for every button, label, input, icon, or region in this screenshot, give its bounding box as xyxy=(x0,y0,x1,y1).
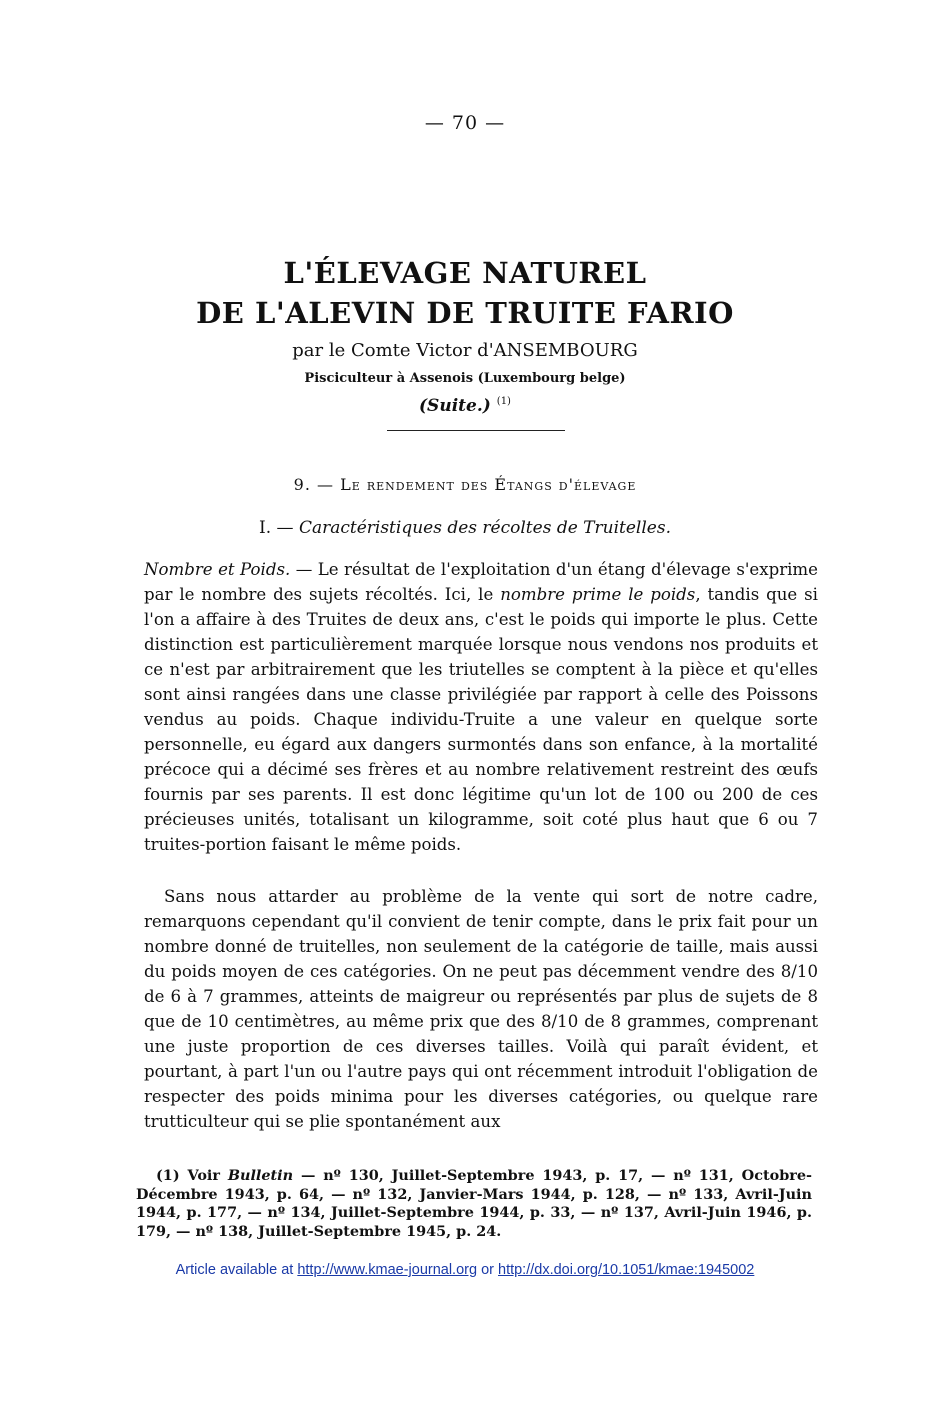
footnote xyxy=(136,1167,812,1241)
paragraph-emphasis: nombre prime le poids xyxy=(500,585,696,604)
footer-middle: or xyxy=(477,1262,498,1278)
footnote-text: — nº 130, Juillet-Septembre 1943, p. 17, — nº 131, Octobre-Décembre 1943, p. 64, — nº 132, Janvier-Mars 1944, p. 128, — nº 133, Avril-Juin 1944, p. 177, — nº 134, Juillet-Septembre 1944, p. 33, — nº 137, Avril-Juin 1946, p. 179, — nº 138, Juillet-Septembre 1945, p. 24. xyxy=(136,1167,812,1240)
body-paragraph-2: Sans nous attarder au problème de la vente qui sort de notre cadre, remarquons cependant qu'il convient de tenir compte, dans le prix fait pour un nombre donné de truitelles, non seulement de la catégorie de taille, mais aussi du poids moyen de ces catégories. On ne peut pas décemment vendre des 8/10 de 6 à 7 grammes, atteints de maigreur ou représentés par plus de sujets de 8 que de 10 centimètres, au même prix que des 8/10 de 8 grammes, comprenant une juste proportion de ces diverses tailles. Voilà qui paraît évident, et pourtant, à part l'un ou l'autre pays qui ont récemment introduit l'obligation de respecter des poids minima pour les diverses catégories, ou quelque rare trutticulteur qui se plie spontanément aux xyxy=(144,887,818,1131)
continuation-note xyxy=(0,396,930,416)
subsection-heading xyxy=(0,518,930,538)
paragraph-lead: Nombre et Poids. xyxy=(144,560,291,579)
subsection-number: I. — xyxy=(259,518,294,538)
article-title-line-2: DE L'ALEVIN DE TRUITE FARIO xyxy=(196,296,734,330)
doi-link[interactable]: http://dx.doi.org/10.1051/kmae:1945002 xyxy=(498,1262,755,1278)
section-heading: 9. — Le rendement des Étangs d'élevage xyxy=(293,475,637,494)
footnote-ref: (1) xyxy=(496,396,511,408)
article-title-line-1: L'ÉLEVAGE NATUREL xyxy=(283,256,647,290)
subsection-title: Caractéristiques des récoltes de Truitelles. xyxy=(298,518,671,538)
footer-prefix: Article available at xyxy=(175,1262,298,1278)
footnote-lead: (1) Voir xyxy=(156,1167,228,1184)
body-paragraph-1 xyxy=(144,557,818,857)
article-availability-footer xyxy=(0,1262,930,1278)
title-divider xyxy=(387,430,565,431)
paragraph-text-a: — Le résultat de l'exploitation d'un étang d'élevage s'exprime par le nombre des sujets récoltés. Ici, le xyxy=(144,560,818,604)
page-number: — 70 — xyxy=(424,112,506,134)
paragraph-text-b: , tandis que si l'on a affaire à des Truites de deux ans, c'est le poids qui importe le plus. Cette distinction est particulièrement marquée lorsque nous vendons nos produits et ce n'est par arbitrairement que les triutelles se comptent à la pièce et qu'elles sont ainsi rangées dans une classe privilégiée par rapport à celle des Poissons vendus au poids. Chaque individu-Truite a une valeur en quelque sorte personnelle, eu égard aux dangers surmontés dans son enfance, à la mortalité précoce qui a décimé ses frères et au nombre relativement restreint des œufs fournis par ses parents. Il est donc légitime qu'un lot de 100 ou 200 de ces précieuses unités, totalisant un kilogramme, soit coté plus haut que 6 ou 7 truites-portion faisant le même poids. xyxy=(144,585,818,854)
author-byline: par le Comte Victor d'ANSEMBOURG xyxy=(292,340,638,361)
footnote-journal: Bulletin xyxy=(227,1167,294,1184)
journal-link[interactable]: http://www.kmae-journal.org xyxy=(297,1262,478,1278)
author-affiliation: Pisciculteur à Assenois (Luxembourg belge) xyxy=(304,371,626,386)
suite-label: (Suite.) xyxy=(419,396,491,416)
